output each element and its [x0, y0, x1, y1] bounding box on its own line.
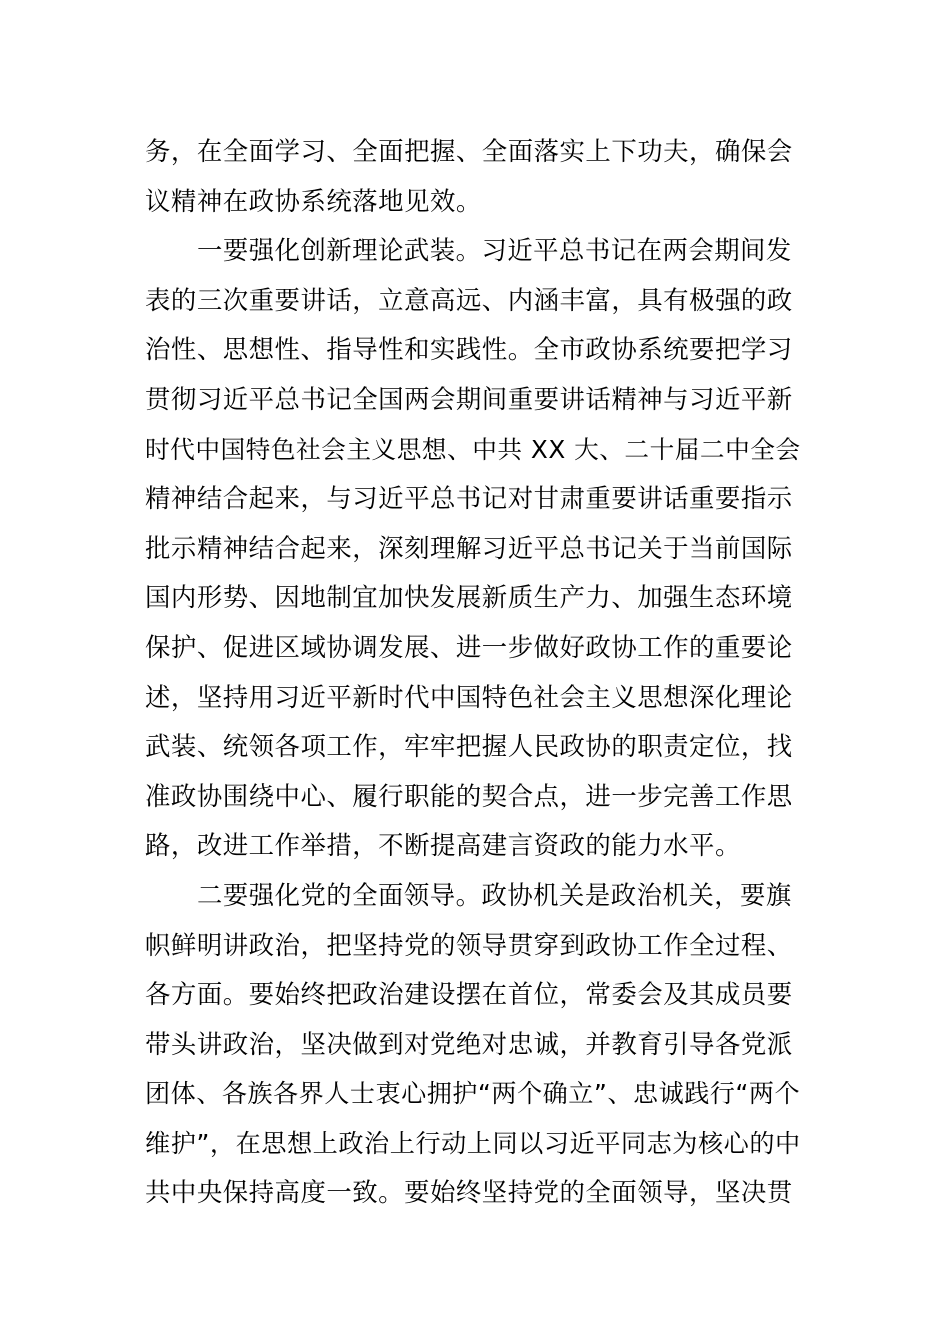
text-line: 团体、各族各界人士衷心拥护“两个确立”、忠诚践行“两个: [145, 1079, 801, 1109]
text-line: 路，改进工作举措，不断提高建言资政的能力水平。: [145, 830, 741, 861]
paragraph-first-line: 一要强化创新理论武装。习近平总书记在两会期间发: [197, 235, 792, 266]
text-line: 保护、促进区域协调发展、进一步做好政协工作的重要论: [145, 631, 793, 662]
text-line: 共中央保持高度一致。要始终坚持党的全面领导，坚决贯: [145, 1177, 793, 1208]
text-line: 议精神在政协系统落地见效。: [145, 185, 482, 216]
text-line: 贯彻习近平总书记全国两会期间重要讲话精神与习近平新: [145, 383, 793, 414]
text-line: 帜鲜明讲政治，把坚持党的领导贯穿到政协工作全过程、: [145, 929, 793, 960]
text-line: 准政协围绕中心、履行职能的契合点，进一步完善工作思: [145, 780, 793, 811]
text-line: 维护”，在思想上政治上行动上同以习近平同志为核心的中: [145, 1128, 801, 1158]
text-line: 精神结合起来，与习近平总书记对甘肃重要讲话重要指示: [145, 483, 793, 514]
text-line: 务，在全面学习、全面把握、全面落实上下功夫，确保会: [145, 136, 793, 166]
text-line: 述，坚持用习近平新时代中国特色社会主义思想深化理论: [145, 681, 793, 712]
text-line: 表的三次重要讲话，立意高远、内涵丰富，具有极强的政: [145, 284, 793, 315]
text-line: 武装、统领各项工作，牢牢把握人民政协的职责定位，找: [145, 731, 793, 762]
text-line: 治性、思想性、指导性和实践性。全市政协系统要把学习: [145, 334, 793, 365]
text-line: 国内形势、因地制宜加快发展新质生产力、加强生态环境: [145, 582, 793, 613]
body-text: [145, 127, 815, 1218]
text-line: 带头讲政治，坚决做到对党绝对忠诚，并教育引导各党派: [145, 1028, 793, 1059]
text-line: 批示精神结合起来，深刻理解习近平总书记关于当前国际: [145, 532, 793, 563]
paragraph-first-line: 二要强化党的全面领导。政协机关是政治机关，要旗: [197, 879, 792, 910]
text-line: 各方面。要始终把政治建设摆在首位，常委会及其成员要: [145, 979, 793, 1010]
text-line: 时代中国特色社会主义思想、中共 XX 大、二十届二中全会: [145, 434, 801, 464]
